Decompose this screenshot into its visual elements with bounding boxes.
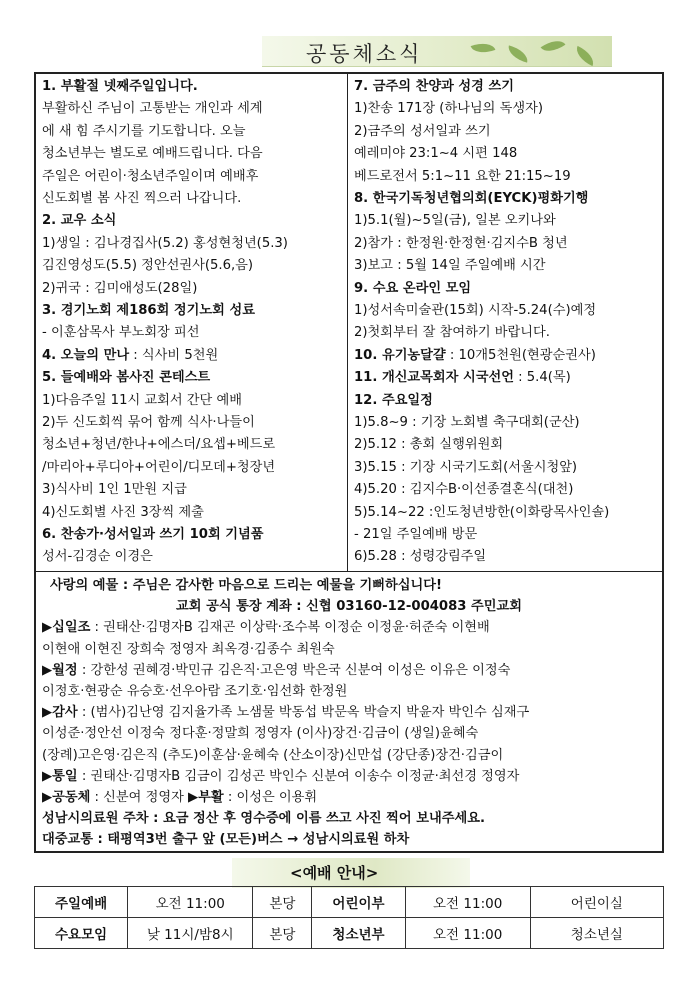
text-line: 성서-김경순 이경은 [42,549,153,565]
offering-line [42,765,519,788]
offering-names-line: 이성준·정안선 이정숙 정다훈·정말희 정영자 (이사)장건·김금이 (생일)윤혜숙 [42,726,479,742]
worship-cell: 오전 11:00 [405,887,530,918]
leaf-icon [506,45,530,62]
text-line [354,366,571,389]
worship-cell: 본당 [253,918,312,949]
text-line: 부활하신 주님이 고통받는 개인과 세계 [42,101,263,117]
text-line: 1)5.1(월)~5일(금), 일본 오키나와 [354,213,556,229]
text-line: 주일은 어린이·청소년주일이며 예배후 [42,168,259,184]
left-column [36,74,348,571]
text-line: 2)참가 : 한정원·한정현·김지수B 청년 [354,235,568,251]
text-line: 3)식사비 1인 1만원 지급 [42,482,187,498]
notice-line: 교회 공식 통장 계좌 : 신협 03160-12-004083 주민교회 [176,599,522,615]
text-line: 2)5.12 : 총회 실행위원회 [354,437,504,453]
section-heading: 2. 교우 소식 [42,213,117,229]
notice-line: 성남시의료원 주차 : 요금 정산 후 영수증에 이름 쓰고 사진 찍어 보내주세요. [42,811,485,827]
offering-line [42,659,510,682]
worship-title: <예배 안내> [290,864,379,882]
section-heading: 9. 수요 온라인 모임 [354,280,472,296]
text-line: 2)두 신도회씩 묶어 함께 식사·나들이 [42,415,255,430]
heading-value: : 5.4(목) [513,370,571,386]
offering-line [42,616,490,639]
banner-title: 공동체소식 [306,42,423,66]
text-line: 청소년+청년/한나+에스더/요셉+베드로 [42,437,276,453]
section-heading: 12. 주요일정 [354,392,433,408]
worship-cell: 오전 11:00 [405,918,530,949]
text-line: 신도회별 봄 사진 찍으러 나갑니다. [42,191,242,206]
worship-header [232,858,470,888]
offering-label: ▶공동체 [42,790,91,805]
text-line: 김진영성도(5.5) 정안선권사(5.6,음) [42,258,254,274]
text-line: - 이훈삼목사 부노회장 피선 [42,325,200,341]
text-line: 청소년부는 별도로 예배드립니다. 다음 [42,146,263,162]
worship-table [34,886,664,949]
section-heading: 1. 부활절 넷째주일입니다. [42,79,198,94]
text-line [354,344,596,367]
leaf-icon [471,39,496,58]
offering-label: ▶십일조 [42,620,91,636]
offering-names: : 강한성 권혜경·박민규 김은직·고은영 박은국 신분여 이성은 이유은 이정숙 [77,662,511,678]
offering-names: : 권태산·김명자B 김금이 김성곤 박인수 신분여 이송수 이정균·최선경 정영자 [77,768,520,784]
heading-label: 4. 오늘의 만나 [42,347,130,363]
text-line: 2)귀국 : 김미애성도(28일) [42,280,198,296]
text-line: 5)5.14~22 :인도청년방한(이화랑목사인솔) [354,504,610,520]
text-line: - 21일 주일예배 방문 [354,527,478,542]
offering-label: ▶월정 [42,662,78,678]
bulletin-box [34,72,664,853]
heading-value: : 식사비 5천원 [129,347,219,363]
text-line: 4)신도회별 사진 3장씩 제출 [42,504,204,520]
section-heading: 6. 찬송가·성서일과 쓰기 10회 기념품 [42,527,264,542]
section-heading: 3. 경기노회 제186회 정기노회 성료 [42,303,255,318]
offering-names-line: (장례)고은영·김은직 (추도)이훈삼·윤혜숙 (산소이장)신만섭 (강단종)장건·김금이 [42,747,504,763]
offering-line [42,786,317,809]
worship-row [35,918,664,949]
worship-cell: 오전 11:00 [128,887,253,918]
offering-names-line: 이현애 이현진 장희숙 정영자 최옥경·김종수 최원숙 [42,641,335,657]
text-line: 6)5.28 : 성령강림주일 [354,549,487,565]
text-line: 1)성서속미술관(15회) 시작-5.24(수)예정 [354,303,597,318]
worship-service-name: 주일예배 [35,887,128,918]
offering-names-line: 이정호·현광순 유승호·선우아람 조기호·임선화 한정원 [42,684,348,699]
offering-label: ▶통일 [42,768,78,784]
offering-names: : (범사)김난영 김지율가족 노샘물 박동섭 박문옥 박슬지 박윤자 박인수 심재구 [77,705,530,721]
worship-cell: 어린이실 [530,887,663,918]
text-line: 예레미야 23:1~4 시편 148 [354,146,518,162]
leaf-icon [541,35,566,57]
worship-service-name: 어린이부 [312,887,405,918]
worship-service-name: 수요모임 [35,918,128,949]
leaf-icon [572,46,597,66]
worship-cell: 본당 [253,887,312,918]
heading-label: 10. 유기농달걀 [354,347,446,363]
worship-cell: 낮 11시/밤8시 [128,918,253,949]
heading-value: : 10개5천원(현광순권사) [445,347,596,363]
right-column [348,74,662,571]
text-line: 베드로전서 5:1~11 요한 21:15~19 [354,168,571,184]
heading-label: 11. 개신교목회자 시국선언 [354,370,514,386]
worship-cell: 청소년실 [530,918,663,949]
section-heading: 5. 들예배와 봄사진 콘테스트 [42,370,211,386]
text-line: 3)5.15 : 기장 시국기도회(서울시청앞) [354,459,578,475]
worship-row [35,887,664,918]
worship-service-name: 청소년부 [312,918,405,949]
text-line: 1)찬송 171장 (하나님의 독생자) [354,101,543,117]
offering-label: ▶부활 [188,790,224,805]
text-line: 2)금주의 성서일과 쓰기 [354,123,491,139]
text-line: 2)첫회부터 잘 참여하기 바랍니다. [354,325,550,341]
text-line: 4)5.20 : 김지수B·이선종결혼식(대천) [354,482,574,498]
section-heading: 7. 금주의 찬양과 성경 쓰기 [354,79,514,94]
section-banner [262,36,612,67]
offering-line [42,701,529,724]
text-line: 에 새 힘 주시기를 기도합니다. 오늘 [42,123,246,139]
offering-names: : 권태산·김명자B 김재곤 이상락·조수복 이정순 이정윤·허준숙 이현배 [90,620,490,636]
offering-names: : 신분여 정영자 [90,790,189,805]
section-heading: 8. 한국기독청년협의회(EYCK)평화기행 [354,191,589,206]
offering-section [36,572,662,851]
notice-line: 사랑의 예물 : 주님은 감사한 마음으로 드리는 예물을 기뻐하십니다! [50,578,442,593]
offering-names: : 이성은 이용휘 [223,790,318,805]
notice-line: 대중교통 : 태평역3번 출구 앞 (모든)버스 → 성남시의료원 하차 [42,832,410,848]
text-line: 1)5.8~9 : 기장 노회별 축구대회(군산) [354,415,580,430]
text-line: /마리아+루디아+어린이/디모데+청장년 [42,459,276,475]
text-line: 1)생일 : 김나경집사(5.2) 홍성현청년(5.3) [42,235,288,251]
text-line [42,344,218,367]
text-line: 3)보고 : 5월 14일 주일예배 시간 [354,258,546,274]
text-line: 1)다음주일 11시 교회서 간단 예배 [42,392,242,408]
offering-label: ▶감사 [42,705,78,721]
